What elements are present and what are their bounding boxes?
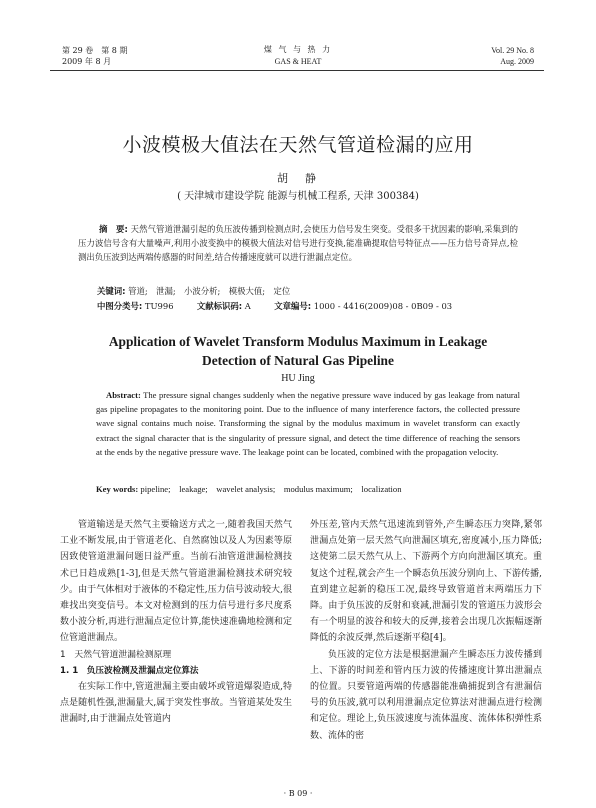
clc-value: TU996 <box>144 301 174 311</box>
abstract-cn-label: 摘 要: <box>99 224 128 234</box>
keywords-en-text: pipeline; leakage; wavelet analysis; modulus maximum; localization <box>140 484 402 494</box>
header-volume-cn: 第 29 卷 第 8 期 <box>62 46 128 55</box>
abstract-cn <box>78 222 518 264</box>
abstract-en <box>96 388 520 459</box>
article-number-label: 文章编号: <box>274 301 312 311</box>
classification-line <box>97 301 452 312</box>
keywords-cn <box>97 286 290 297</box>
doc-code-label: 文献标识码: <box>196 301 243 311</box>
header-date-en: Aug. 2009 <box>500 57 534 66</box>
page-number: · B 09 · <box>283 789 313 798</box>
keywords-en-label: Key words: <box>96 484 139 494</box>
subsection-heading-1-1: 1. 1 负压波检测及泄漏点定位算法 <box>60 665 199 676</box>
clc-label: 中图分类号: <box>97 301 143 311</box>
article-number-value: 1000 - 4416(2009)08 - 0B09 - 03 <box>313 301 453 311</box>
doc-code-value: A <box>244 301 251 311</box>
abstract-en-label: Abstract: <box>106 390 141 400</box>
abstract-en-text: The pressure signal changes suddenly when the negative pressure wave induced by gas leakage from natural gas pipeline propagates to the monitoring point. Due to the influence of many interference factors, the collected pressure wave signal contains much noise. Transforming the signal by the modulus maximum in wavelet transform can exactly extract the signal character that is the singularity of pressure signal, and detect the time difference of reaching the sensors at the ends by the negative pressure wave. The leakage point can be located, combined with the propagation velocity. <box>96 390 520 457</box>
paper-title-en <box>60 332 536 370</box>
intro-paragraph: 管道输送是天然气主要输送方式之一,随着我国天然气工业不断发展,由于管道老化、自然腐蚀以及人为因素等原因致使管道泄漏问题日益严重。当前石油管道泄漏检测技术已日趋成熟[1-3],但是天然气管道泄漏检测技术研究较少。由于气体相对于液体的不稳定性,压力信号波动较大,很难找出突变信号。本文对检测到的压力信号进行多尺度系数小波分析,再进行泄漏点定位计算,能快速准确地检测和定位管道泄漏点。 <box>60 520 292 644</box>
header-date-cn: 2009 年 8 月 <box>62 57 112 66</box>
body-paragraph: 负压波的定位方法是根据泄漏产生瞬态压力波传播到上、下游的时间差和管内压力波的传播速度计算出泄漏点的位置。只要管道两端的传感器能准确捕捉到含有泄漏信号的负压波,就可以利用泄漏点定位算法对泄漏点进行检测和定位。理论上,负压波速度与流体温度、流体体积弹性系数、流体的密 <box>310 649 542 741</box>
affiliation-cn: ( 天津城市建设学院 能源与机械工程系, 天津 300384) <box>177 191 419 202</box>
body-left-column <box>60 517 292 728</box>
header-journal-cn: 煤 气 与 热 力 <box>263 45 333 54</box>
paper-title-cn: 小波模极大值法在天然气管道检漏的应用 <box>122 134 474 156</box>
header-rule <box>50 70 544 71</box>
keywords-cn-text: 管道; 泄漏; 小波分析; 模极大值; 定位 <box>128 286 291 296</box>
abstract-cn-text: 天然气管道泄漏引起的负压波传播到检测点时,会使压力信号发生突变。受很多干扰因素的影响,采集到的压力波信号含有大量噪声,利用小波变换中的模极大值法对信号进行变换,能准确提取信号特征点——压力信号奇异点,检测出负压波到达两端传感器的时间差,结合传播速度就可以进行泄漏点定位。 <box>78 224 518 262</box>
body-paragraph: 在实际工作中,管道泄漏主要由破坏或管道爆裂造成,特点是随机性强,泄漏量大,属于突发性事故。当管道某处发生泄漏时,由于泄漏点处管道内 <box>60 682 292 725</box>
paper-title-en-line1: Application of Wavelet Transform Modulus Maximum in Leakage <box>108 334 488 349</box>
keywords-cn-label: 关键词: <box>97 286 126 296</box>
section-heading-1: 1 天然气管道泄漏检测原理 <box>60 649 172 660</box>
keywords-en <box>96 483 402 495</box>
body-paragraph: 外压差,管内天然气迅速流到管外,产生瞬态压力突降,紧邻泄漏点处第一层天然气向泄漏区填充,密度减小,压力降低;这使第二层天然气从上、下游两个方向向泄漏区填充。重复这个过程,就会产生一个瞬态负压波分别向上、下游传播,直到建立起新的稳压工况,最终导致管道首末两端压力下降。由于负压波的反射和衰减,泄漏引发的管道压力波形会有一个明显的波谷和较大的反弹,接着会出现几次振幅逐渐降低的余波反弹,然后逐渐平稳[4]。 <box>310 520 542 644</box>
author-cn: 胡 静 <box>277 172 319 185</box>
header-volume-en: Vol. 29 No. 8 <box>491 46 534 55</box>
header-journal-en: GAS & HEAT <box>274 57 322 66</box>
body-right-column <box>310 517 542 744</box>
author-en: HU Jing <box>281 373 315 384</box>
paper-title-en-line2: Detection of Natural Gas Pipeline <box>202 353 394 368</box>
